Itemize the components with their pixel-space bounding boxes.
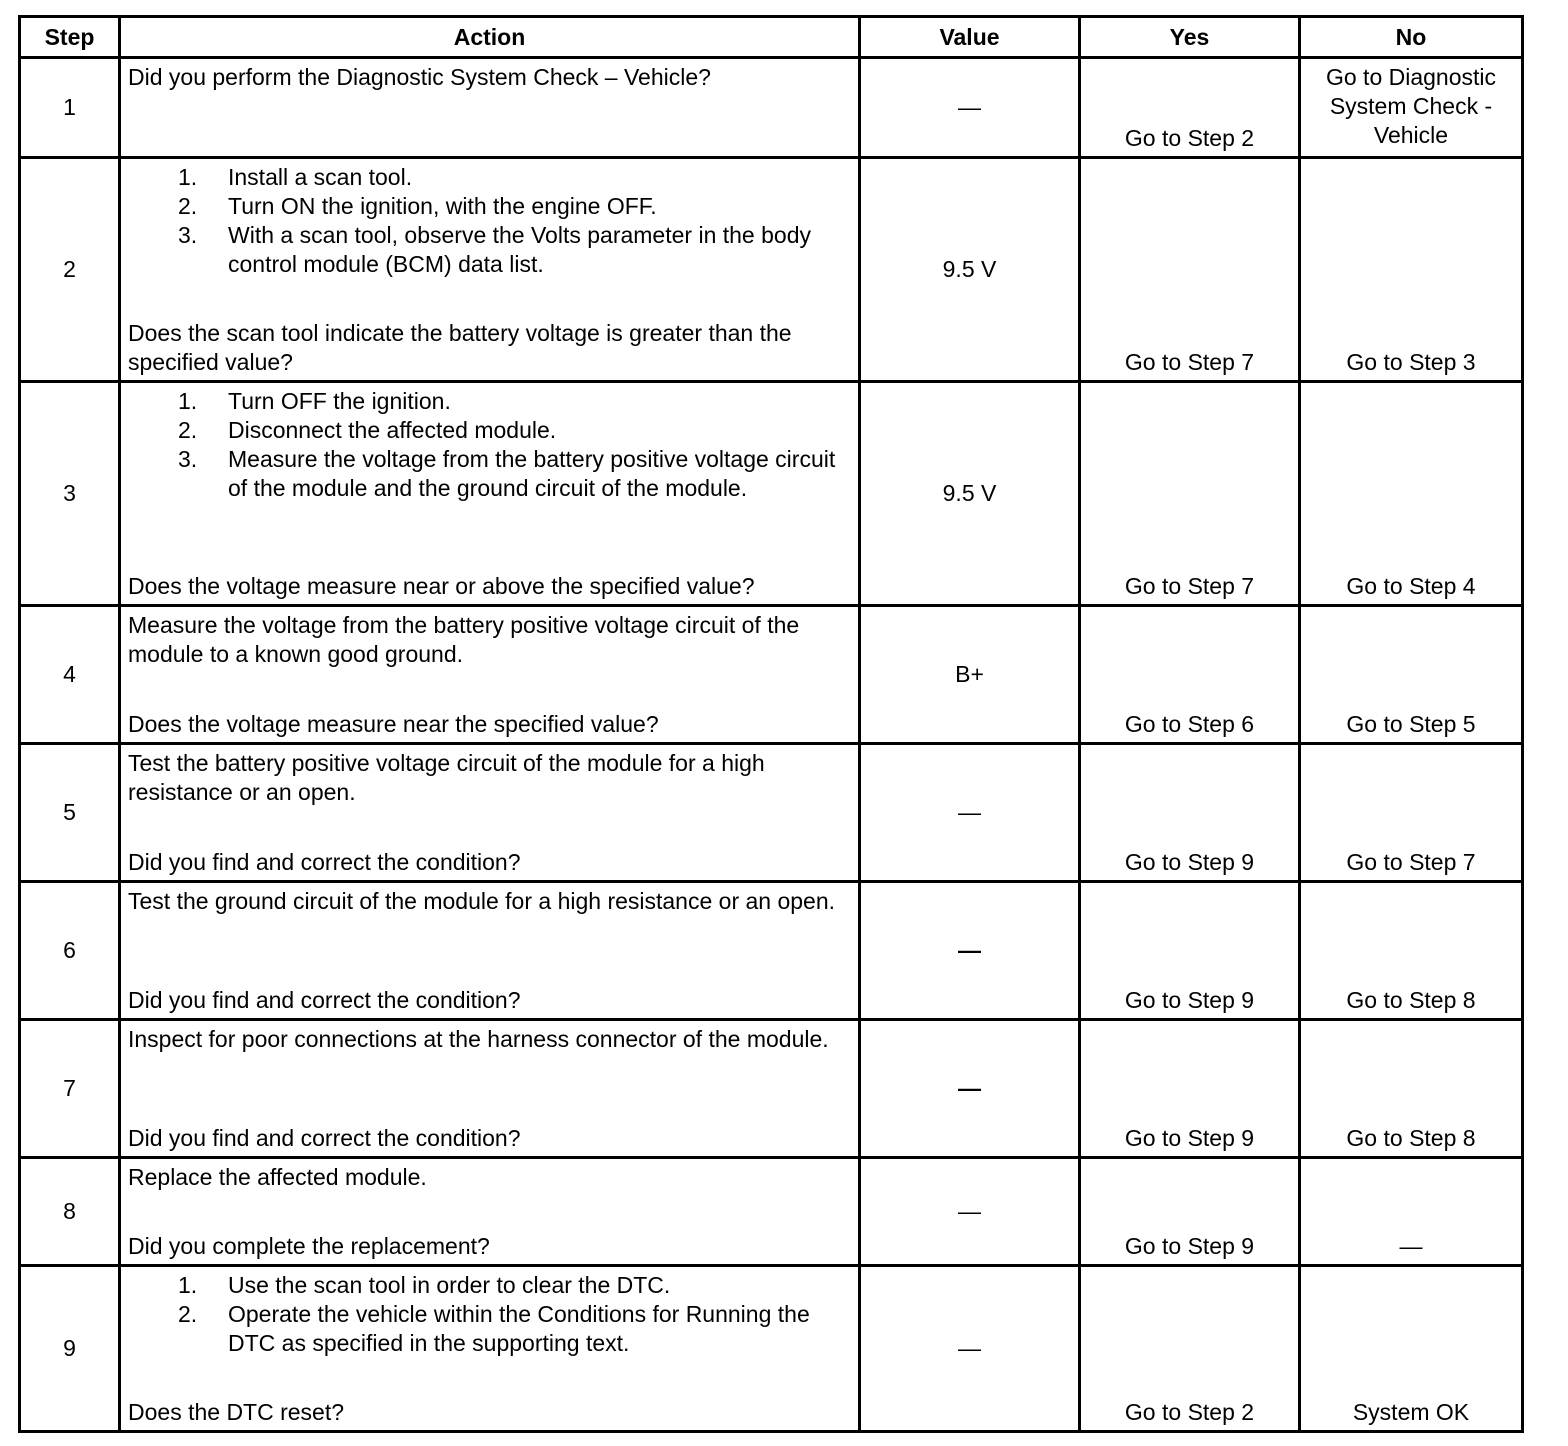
action-instruction: Measure the voltage from the battery positive voltage circuit of the module to a known good ground. (128, 612, 800, 667)
action-instruction: Test the battery positive voltage circuit of the module for a high resistance or an open. (128, 750, 765, 805)
value-cell: — (860, 1020, 1080, 1158)
step-number: 5 (20, 744, 120, 882)
action-question: Does the voltage measure near the specified value? (128, 711, 659, 737)
table-row (20, 58, 1523, 158)
action-cell (120, 1266, 860, 1432)
list-item: 2. Operate the vehicle within the Conditions for Running the DTC as specified in the supporting text. (178, 1301, 810, 1356)
yes-cell: Go to Step 9 (1080, 744, 1300, 882)
action-cell (120, 744, 860, 882)
value-cell: — (860, 744, 1080, 882)
value-cell: — (860, 58, 1080, 158)
instruction-list (128, 387, 850, 503)
yes-cell: Go to Step 9 (1080, 1020, 1300, 1158)
no-cell: Go to Step 8 (1300, 882, 1523, 1020)
action-instruction: Test the ground circuit of the module for a high resistance or an open. (128, 888, 836, 914)
list-item: 1. Install a scan tool. (178, 164, 413, 190)
yes-cell: Go to Step 2 (1080, 58, 1300, 158)
diagnostic-table (18, 15, 1524, 1433)
step-number: 7 (20, 1020, 120, 1158)
header-no: No (1300, 17, 1523, 58)
action-instruction: Inspect for poor connections at the harness connector of the module. (128, 1026, 829, 1052)
table-row (20, 382, 1523, 606)
no-cell: Go to Step 5 (1300, 606, 1523, 744)
step-number: 2 (20, 158, 120, 382)
list-item: 2. Disconnect the affected module. (178, 417, 557, 443)
action-question: Did you find and correct the condition? (128, 1125, 521, 1151)
instruction-list (128, 163, 850, 279)
step-number: 1 (20, 58, 120, 158)
table-row (20, 744, 1523, 882)
action-question: Did you find and correct the condition? (128, 987, 521, 1013)
action-cell (120, 158, 860, 382)
action-cell (120, 1020, 860, 1158)
action-question: Does the scan tool indicate the battery voltage is greater than the specified value? (128, 320, 792, 375)
action-instruction: Replace the affected module. (128, 1164, 427, 1190)
action-question: Did you complete the replacement? (128, 1233, 490, 1259)
no-cell: System OK (1300, 1266, 1523, 1432)
header-step: Step (20, 17, 120, 58)
table-row (20, 1266, 1523, 1432)
no-cell: Go to Step 8 (1300, 1020, 1523, 1158)
yes-cell: Go to Step 9 (1080, 882, 1300, 1020)
action-cell (120, 606, 860, 744)
list-item: 1. Use the scan tool in order to clear the DTC. (178, 1272, 671, 1298)
list-item: 2. Turn ON the ignition, with the engine OFF. (178, 193, 657, 219)
action-question: Did you perform the Diagnostic System Check – Vehicle? (128, 64, 711, 90)
no-cell: Go to Step 3 (1300, 158, 1523, 382)
value-cell: 9.5 V (860, 158, 1080, 382)
action-question: Does the DTC reset? (128, 1399, 345, 1425)
no-cell: Go to Step 4 (1300, 382, 1523, 606)
step-number: 4 (20, 606, 120, 744)
table-row (20, 1020, 1523, 1158)
step-number: 6 (20, 882, 120, 1020)
yes-cell: Go to Step 7 (1080, 158, 1300, 382)
header-yes: Yes (1080, 17, 1300, 58)
action-question: Does the voltage measure near or above the specified value? (128, 573, 755, 599)
list-item: 3. Measure the voltage from the battery positive voltage circuit of the module and the ground circuit of the module. (178, 446, 836, 501)
table-row (20, 882, 1523, 1020)
header-action: Action (120, 17, 860, 58)
list-item: 3. With a scan tool, observe the Volts parameter in the body control module (BCM) data list. (178, 222, 811, 277)
value-cell: 9.5 V (860, 382, 1080, 606)
table-row (20, 1158, 1523, 1266)
step-number: 9 (20, 1266, 120, 1432)
action-cell (120, 382, 860, 606)
instruction-list (128, 1271, 850, 1358)
value-cell: — (860, 1158, 1080, 1266)
yes-cell: Go to Step 7 (1080, 382, 1300, 606)
value-cell: — (860, 1266, 1080, 1432)
step-number: 3 (20, 382, 120, 606)
header-value: Value (860, 17, 1080, 58)
value-cell: B+ (860, 606, 1080, 744)
value-cell: — (860, 882, 1080, 1020)
no-cell: Go to Diagnostic System Check - Vehicle (1300, 58, 1523, 158)
no-cell: — (1300, 1158, 1523, 1266)
action-cell (120, 882, 860, 1020)
action-question: Did you find and correct the condition? (128, 849, 521, 875)
table-row (20, 606, 1523, 744)
yes-cell: Go to Step 9 (1080, 1158, 1300, 1266)
yes-cell: Go to Step 2 (1080, 1266, 1300, 1432)
no-cell: Go to Step 7 (1300, 744, 1523, 882)
action-cell (120, 58, 860, 158)
list-item: 1. Turn OFF the ignition. (178, 388, 451, 414)
header-row (20, 17, 1523, 58)
yes-cell: Go to Step 6 (1080, 606, 1300, 744)
table-row (20, 158, 1523, 382)
action-cell (120, 1158, 860, 1266)
step-number: 8 (20, 1158, 120, 1266)
